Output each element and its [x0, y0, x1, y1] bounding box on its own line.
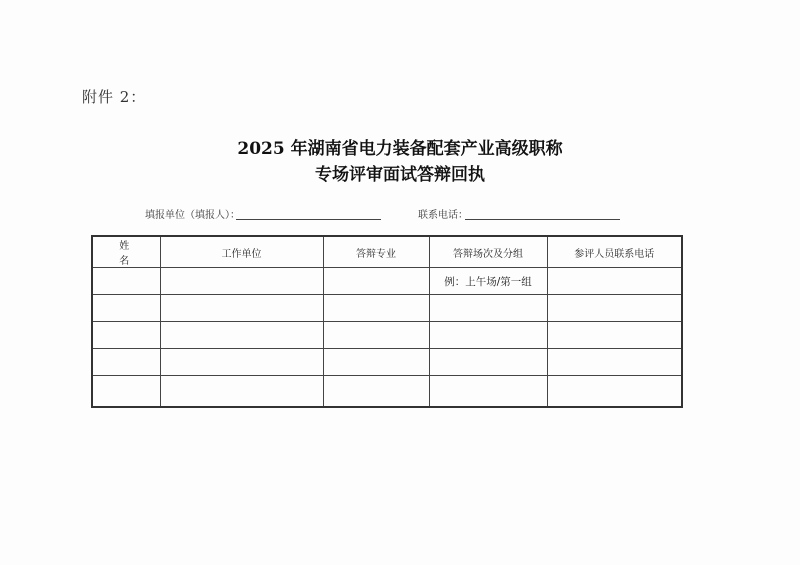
table-cell — [92, 322, 160, 349]
example-cell: 例：上午场/第一组 — [429, 268, 547, 295]
document-title-line1: 2025 年湖南省电力装备配套产业高级职称 — [237, 139, 563, 159]
fill-unit-blank — [236, 219, 381, 220]
table-cell — [160, 349, 323, 376]
table-cell — [547, 376, 682, 408]
table-cell — [92, 268, 160, 295]
table-cell — [547, 268, 682, 295]
table-row — [92, 295, 682, 322]
table-row — [92, 376, 682, 408]
fill-info-row — [0, 206, 800, 222]
table-cell — [547, 349, 682, 376]
header-name: 姓 名 — [92, 236, 160, 268]
table-cell — [92, 376, 160, 408]
table-cell — [323, 376, 429, 408]
table-cell — [429, 322, 547, 349]
table-cell — [429, 376, 547, 408]
table-cell — [323, 349, 429, 376]
table-cell — [429, 349, 547, 376]
header-defense-major: 答辩专业 — [323, 236, 429, 268]
table-cell — [547, 295, 682, 322]
header-contact-phone: 参评人员联系电话 — [547, 236, 682, 268]
table-cell — [160, 295, 323, 322]
table-cell — [92, 295, 160, 322]
header-work-unit: 工作单位 — [160, 236, 323, 268]
table-cell — [160, 268, 323, 295]
table-cell — [323, 295, 429, 322]
table-row — [92, 349, 682, 376]
table-header-row — [92, 236, 682, 268]
table-cell — [160, 322, 323, 349]
table-row — [92, 322, 682, 349]
header-session-group: 答辩场次及分组 — [429, 236, 547, 268]
table-row — [92, 268, 682, 295]
table-cell — [547, 322, 682, 349]
attachment-label: 附件 2： — [82, 88, 147, 106]
fill-unit-label: 填报单位（填报人）： — [145, 210, 240, 221]
document-title-line2: 专场评审面试答辩回执 — [315, 165, 485, 185]
table-cell — [92, 349, 160, 376]
fill-phone-label: 联系电话： — [418, 210, 468, 221]
fill-phone-blank — [465, 219, 620, 220]
table-cell — [323, 268, 429, 295]
table-cell — [160, 376, 323, 408]
reply-table — [91, 235, 683, 408]
table-cell — [323, 322, 429, 349]
table-cell — [429, 295, 547, 322]
